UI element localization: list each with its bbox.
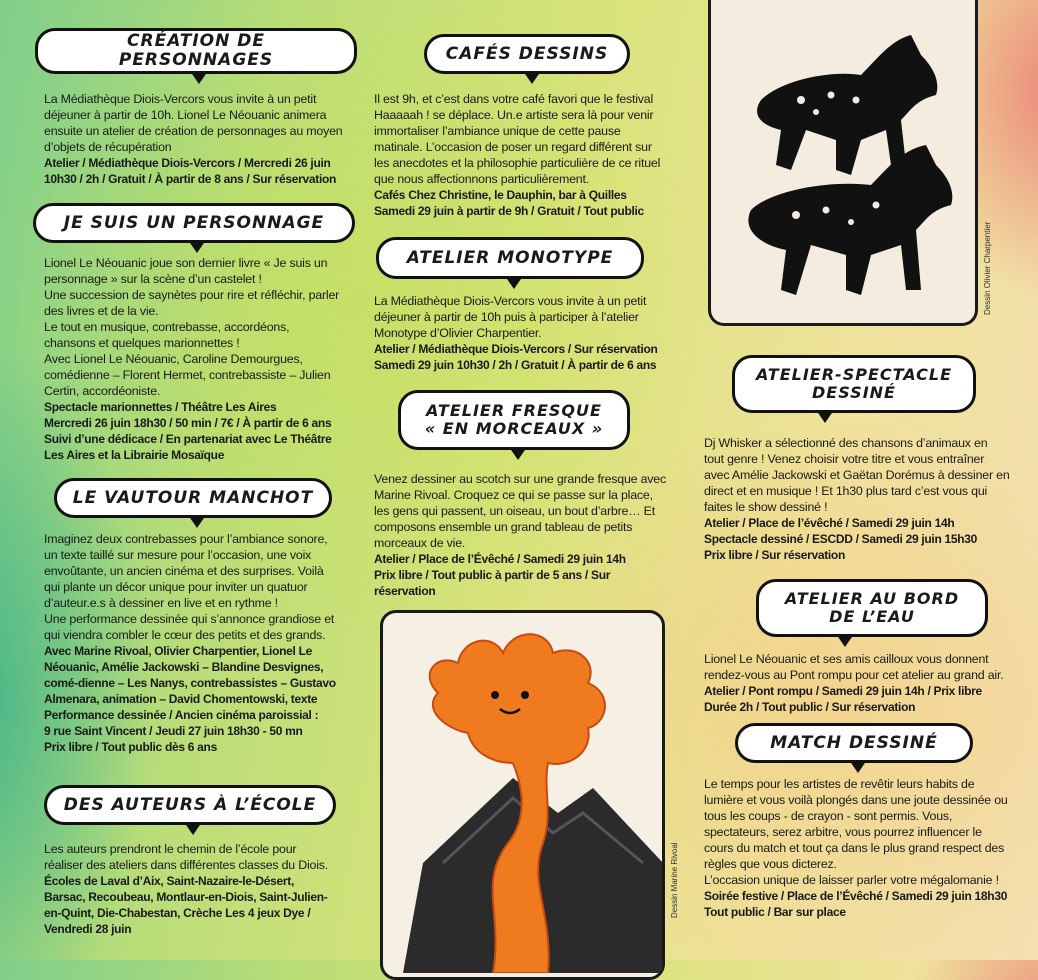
vautour-text-1: Imaginez deux contrebasses pour l’ambiance sonore, un texte taillé sur mesure pour l’occasion, une voix envoûtante, un ancien cinéma et des surprises. Voilà qui plante un décor unique pour inviter un quatuor d’auteur.e.s à dessiner en live et en rythme ! [44, 532, 328, 610]
match-text-1: Le temps pour les artistes de revêtir leurs habits de lumière et vous voilà plongés dans une joute dessinée ou tous les coups - de crayon - sont permis. Vous, spectateurs, serez arbitre, vous pourrez influencer le cours du match et tout ça dans le plus grand respect des règles que vous dicterez. [704, 777, 1008, 871]
vautour-body [44, 531, 338, 755]
illustration-rivoal-volcano [380, 610, 665, 980]
illustration-charpentier-animals [708, 0, 978, 326]
monotype-info-1: Atelier / Médiathèque Diois-Vercors / Sur réservation [374, 342, 658, 356]
match-info-1: Soirée festive / Place de l’Évêché / Samedi 29 juin 18h30 [704, 889, 1008, 903]
match-info-2: Tout public / Bar sur place [704, 905, 846, 919]
vautour-info-1: Avec Marine Rivoal, Olivier Charpentier, Lionel Le Néouanic, Amélie Jackowski – Blandine Desvignes, comé-dienne – Les Nanys, contrebassistes – Gustavo Almenara, animation – David Chomentowski, texte [44, 644, 336, 706]
title-match-dessine: MATCH DESSINÉ [735, 723, 973, 763]
title-atelier-fresque [398, 390, 630, 450]
cafes-body [374, 91, 664, 219]
credit-charpentier: Dessin Olivier Charpentier [983, 221, 992, 315]
title-atelier-monotype: ATELIER MONOTYPE [376, 237, 644, 279]
monotype-info-2: Samedi 29 juin 10h30 / 2h / Gratuit / À partir de 6 ans [374, 358, 657, 372]
cafes-text: Il est 9h, et c’est dans votre café favori que le festival Haaaaah ! se déplace. Un.e artiste sera là pour venir immortaliser l’ambiance unique de cette pause matinale. L’occasion de poser un regard différent sur les anecdotes et la philosophie particulière de ce rituel que nous affectionnons particulièrement. [374, 92, 661, 186]
match-body [704, 776, 1010, 920]
title-creation-personnages: CRÉATION DE PERSONNAGES [35, 28, 357, 74]
creation-info-1: Atelier / Médiathèque Diois-Vercors / Mercredi 26 juin [44, 156, 331, 170]
bord-title-line-1: ATELIER AU BORD [784, 589, 960, 608]
bord-title-line-2: DE L’EAU [829, 607, 915, 626]
spectacle-body [704, 435, 1010, 563]
personnage-info-4: Les Aires et la Librairie Mosaïque [44, 448, 225, 462]
spectacle-title-line-2: DESSINÉ [812, 383, 896, 402]
monotype-text: La Médiathèque Diois-Vercors vous invite à un petit déjeuner à partir de 10h puis à participer à l’atelier Monotype d’Olivier Charpentier. [374, 294, 647, 340]
spectacle-info-2: Spectacle dessiné / ESCDD / Samedi 29 juin 15h30 [704, 532, 978, 546]
personnage-text-4: Avec Lionel Le Néouanic, Caroline Demourgues, comédienne – Florent Hermet, contrebassiste – Julien Certin, accordéoniste. [44, 352, 331, 398]
vautour-info-3: 9 rue Saint Vincent / Jeudi 27 juin 18h30 - 50 mn [44, 724, 303, 738]
cafes-info-1: Cafés Chez Christine, le Dauphin, bar à Quilles [374, 188, 627, 202]
animals-drawing [711, 0, 977, 322]
personnage-info-2: Mercredi 26 juin 18h30 / 50 min / 7€ / À partir de 6 ans [44, 416, 332, 430]
fresque-title-line-2: « EN MORCEAUX » [424, 419, 604, 438]
title-auteurs-ecole: DES AUTEURS À L’ÉCOLE [44, 785, 336, 825]
personnage-text-1: Lionel Le Néouanic joue son dernier livre « Je suis un personnage » sur la scène d’un castelet ! [44, 256, 328, 286]
title-atelier-spectacle [732, 355, 976, 413]
fresque-info-2: Prix libre / Tout public à partir de 5 ans / Sur réservation [374, 568, 611, 598]
title-atelier-bord-eau [756, 579, 988, 637]
vautour-info-4: Prix libre / Tout public dès 6 ans [44, 740, 217, 754]
credit-rivoal: Dessin Marine Rivoal [670, 842, 679, 918]
monotype-body [374, 293, 664, 373]
cafes-info-2: Samedi 29 juin à partir de 9h / Gratuit / Tout public [374, 204, 644, 218]
title-cafes-dessins: CAFÉS DESSINS [424, 34, 630, 74]
spectacle-info-3: Prix libre / Sur réservation [704, 548, 845, 562]
personnage-text-3: Le tout en musique, contrebasse, accordéons, chansons et quelques marionnettes ! [44, 320, 290, 350]
bord-info-2: Durée 2h / Tout public / Sur réservation [704, 700, 916, 714]
vautour-info-2: Performance dessinée / Ancien cinéma paroissial : [44, 708, 319, 722]
bord-body [704, 651, 1010, 715]
fresque-info-1: Atelier / Place de l’Évêché / Samedi 29 juin 14h [374, 552, 626, 566]
creation-body [44, 91, 344, 187]
personnage-info-1: Spectacle marionnettes / Théâtre Les Aires [44, 400, 277, 414]
spectacle-title-line-1: ATELIER-SPECTACLE [755, 365, 953, 384]
spectacle-info-1: Atelier / Place de l’évêché / Samedi 29 juin 14h [704, 516, 955, 530]
personnage-info-3: Suivi d’une dédicace / En partenariat avec Le Théâtre [44, 432, 332, 446]
auteurs-text: Les auteurs prendront le chemin de l’école pour réaliser des ateliers dans différentes classes du Diois. [44, 842, 329, 872]
creation-text: La Médiathèque Diois-Vercors vous invite à un petit déjeuner à partir de 10h. Lionel Le Néouanic animera ensuite un atelier de création de personnages au moyen d’objets de récupération [44, 92, 343, 154]
title-vautour-manchot: LE VAUTOUR MANCHOT [54, 478, 332, 518]
title-je-suis-un-personnage: JE SUIS UN PERSONNAGE [33, 203, 355, 243]
personnage-body [44, 255, 340, 463]
auteurs-info: Écoles de Laval d’Aix, Saint-Nazaire-le-Désert, Barsac, Recoubeau, Montlaur-en-Diois, Saint-Julien-en-Quint, Die-Chabestan, Crèche Les 4 jeux Dye / Vendredi 28 juin [44, 874, 328, 936]
fresque-body [374, 471, 666, 599]
fresque-title-line-1: ATELIER FRESQUE [426, 401, 602, 420]
creation-info-2: 10h30 / 2h / Gratuit / À partir de 8 ans / Sur réservation [44, 172, 337, 186]
personnage-text-2: Une succession de saynètes pour rire et réfléchir, parler des livres et de la vie. [44, 288, 340, 318]
volcano-drawing [383, 613, 663, 973]
match-text-2: L’occasion unique de laisser parler votre mégalomanie ! [704, 873, 999, 887]
auteurs-body [44, 841, 338, 937]
vautour-text-2: Une performance dessinée qui s’annonce grandiose et qui viendra combler le cœur des petits et des grands. [44, 612, 335, 642]
bord-text: Lionel Le Néouanic et ses amis cailloux vous donnent rendez-vous au Pont rompu pour cet atelier au grand air. [704, 652, 1004, 682]
fresque-text: Venez dessiner au scotch sur une grande fresque avec Marine Rivoal. Croquez ce qui se passe sur la place, les gens qui passent, un oiseau, un bout d’arbre… Et composons ensemble un grand tableau de petits morceaux de vie. [374, 472, 666, 550]
bord-info-1: Atelier / Pont rompu / Samedi 29 juin 14h / Prix libre [704, 684, 982, 698]
spectacle-text: Dj Whisker a sélectionné des chansons d’animaux en tout genre ! Venez choisir votre titre et vous entraîner avec Amélie Jackowski et Gaëtan Dorémus à dessiner en direct et en musique ! Et 1h30 plus tard c’est vous qui faites le show dessiné ! [704, 436, 1010, 514]
